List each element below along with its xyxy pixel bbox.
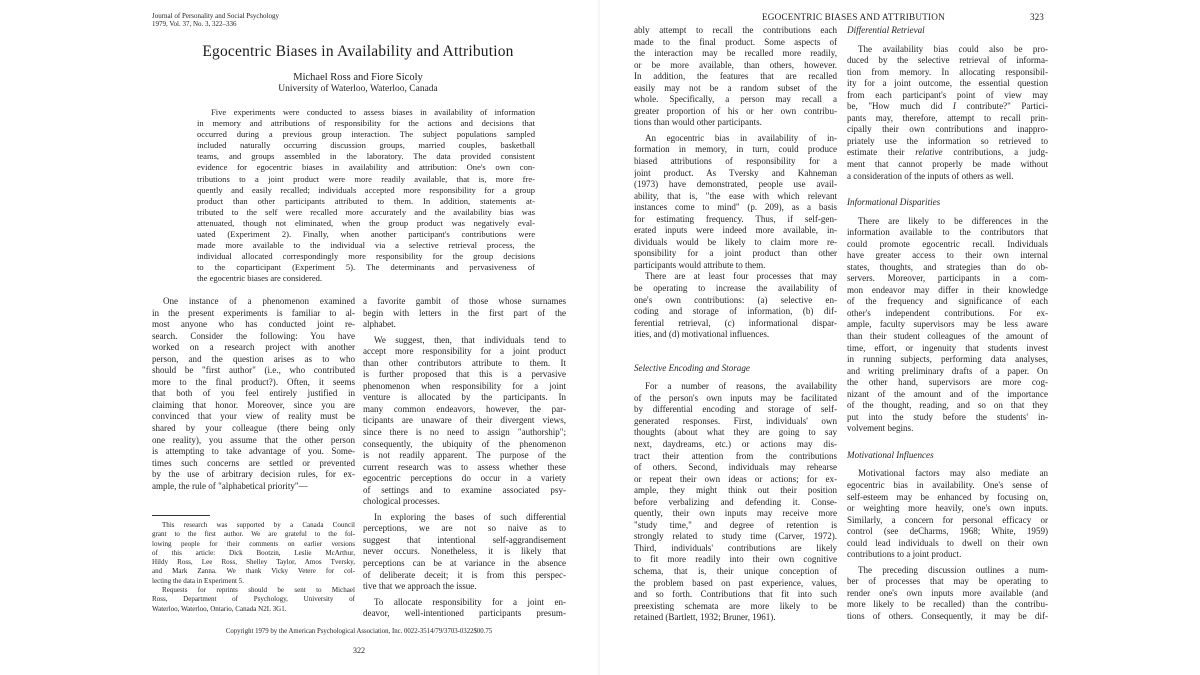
body-line: other's independent contributions. For ex- xyxy=(847,307,1048,318)
body-line: generated responses. First, individuals' own xyxy=(634,415,837,426)
body-line: of the person's own inputs may be facilitated xyxy=(634,392,837,403)
body-line: venture is allocated by the participants. In xyxy=(363,392,566,403)
abstract-line: evidence for egocentric biases in availability and attribution: One's own con- xyxy=(197,162,535,173)
body-line: or be more available, than others, however. xyxy=(634,59,837,70)
body-line: whole. Specifically, a person may recall a xyxy=(634,94,837,105)
body-line: of deliberate deceit; it is from this perspec- xyxy=(363,569,566,580)
body-line: ample, they might think out their position xyxy=(634,485,837,496)
body-line: thoughts (about what they are going to say xyxy=(634,427,837,438)
body-line: ity for a joint outcome, the essential question xyxy=(847,78,1048,89)
body-line: In exploring the bases of such differential xyxy=(374,511,566,522)
body-line: one reality), you assume that the other person xyxy=(152,434,355,445)
body-line: have greater access to their own internal xyxy=(847,250,1048,261)
footnote-line: Waterloo, Waterloo, Ontario, Canada N2L 3G1. xyxy=(152,604,287,613)
footnote-rule xyxy=(152,515,210,516)
abstract-line: the egocentric biases are considered. xyxy=(197,273,323,284)
body-line: Motivational factors may also mediate an xyxy=(858,468,1048,479)
text-run: be, "How much did xyxy=(847,101,953,112)
abstract-line: uated (Experiment 2). Finally, when another participant's contributions were xyxy=(197,229,535,240)
abstract-line: tributed to the self were recalled more accurately and the availability bias was xyxy=(197,206,535,217)
body-line: erated inputs were indeed more available, in- xyxy=(634,225,837,236)
body-line: or weighting more heavily, one's own inputs. xyxy=(847,503,1048,514)
body-line: that both of you feel entirely justified in xyxy=(152,388,355,399)
body-line: person, and the question arises as to who xyxy=(152,353,355,364)
right-column-1 xyxy=(634,25,837,624)
body-line: information available to the contributors that xyxy=(847,227,1048,238)
body-line: from each participant's point of view may xyxy=(847,89,1048,100)
body-line: easily may not be a random subset of the xyxy=(634,82,837,93)
body-line: since there is no need to assign "authorship"; xyxy=(363,427,566,438)
body-line: most anyone who has conducted joint re- xyxy=(152,319,355,330)
body-line: nizant of the amount and of the importance xyxy=(847,388,1048,399)
body-line: joint product. As Tversky and Kahneman xyxy=(634,167,837,178)
body-line: For a number of reasons, the availability xyxy=(645,381,837,392)
body-line: more to the final product?). Often, it seems xyxy=(152,376,355,387)
body-line: contributions to a joint product. xyxy=(847,549,962,560)
section-heading-motivational-influences: Motivational Influences xyxy=(847,449,934,460)
body-line: more likely to be recalled) than the contribu- xyxy=(847,599,1048,610)
body-line: To allocate responsibility for a joint en- xyxy=(374,596,566,607)
body-line: tract their attention from the contributions xyxy=(634,450,837,461)
body-line: of others. Second, individuals may rehearse xyxy=(634,462,837,473)
body-line: (1973) have demonstrated, people use avail- xyxy=(634,179,837,190)
body-line: self-esteem may be enhanced by focusing on, xyxy=(847,491,1048,502)
abstract-line: Five experiments were conducted to assess biases in availability of information xyxy=(211,107,535,117)
body-line: one's own contributions: (a) selective en- xyxy=(634,294,837,305)
body-line: next, daydreams, etc.) or actions may dis- xyxy=(634,439,837,449)
running-head: EGOCENTRIC BIASES AND ATTRIBUTION xyxy=(762,12,945,22)
body-line: phenomenon when responsibility for a joint xyxy=(363,380,566,391)
right-column-2 xyxy=(847,25,1048,623)
abstract-line: tributions to a joint product were more readily available, that is, more fre- xyxy=(197,173,535,184)
section-heading-differential-retrieval: Differential Retrieval xyxy=(847,25,925,35)
page-number-right: 323 xyxy=(1030,12,1044,22)
body-line: ticipants are unaware of their divergent views, xyxy=(363,415,566,426)
footnote-line: Ross, Department of Psychology, University of xyxy=(152,595,355,604)
body-line: the problem based on past experience, values, xyxy=(634,577,837,588)
abstract-line: included naturally occurring discussion groups, married couples, basketball xyxy=(197,140,535,151)
body-line xyxy=(847,101,1048,113)
body-line: ample, faculty supervisors may be less aware xyxy=(847,319,1048,330)
body-line: states, thoughts, and strategies than do ob- xyxy=(847,261,1048,272)
abstract xyxy=(197,107,535,285)
body-line: perceptions can be at variance in the absence xyxy=(363,558,566,569)
body-line: the other hand, supervisors are more cog- xyxy=(847,377,1048,388)
body-line: In addition, the features that are recalled xyxy=(634,71,837,82)
body-line: ferential retrieval, (c) informational dispar- xyxy=(634,317,837,328)
abstract-line: made more available to the individual via a selective retrieval process, the xyxy=(197,240,535,251)
abstract-line: in memory and attributions of responsibility for the actions and decisions that xyxy=(197,118,535,129)
body-line: is not readily apparent. The purpose of the xyxy=(363,450,566,461)
body-line: dividuals would be likely to claim more re- xyxy=(634,236,837,247)
body-line: search. Consider the following: You have xyxy=(152,330,355,341)
body-line: priately use the information so retrieved to xyxy=(847,135,1048,146)
body-line: suggest that intentional self-aggrandisement xyxy=(363,534,566,545)
body-line: than other contributors attribute to them. It xyxy=(363,357,566,368)
body-line: and writing preliminary drafts of a paper. On xyxy=(847,365,1048,376)
article-authors: Michael Ross and Fiore Sicoly xyxy=(293,72,423,83)
body-line: is attempting to take advantage of you. Some- xyxy=(152,446,355,457)
body-line: a consideration of the inputs of others as well. xyxy=(847,170,1014,181)
journal-name: Journal of Personality and Social Psychology xyxy=(152,12,279,20)
abstract-line: quently and easily recalled; individuals accepted more responsibility for a group xyxy=(197,184,535,195)
body-line: coding and storage of information, (b) dif- xyxy=(634,306,837,317)
footnote-line: and Mark Zanna. We thank Vicky Vetere for col- xyxy=(152,567,355,576)
body-line: egocentric perceptions do occur in a variety xyxy=(363,473,566,484)
body-line: begin with letters in the first part of the xyxy=(363,307,566,318)
left-column-1 xyxy=(152,296,355,492)
article-title: Egocentric Biases in Availability and Attribution xyxy=(202,43,514,60)
body-line: the interaction may be recalled more readily, xyxy=(634,48,837,59)
body-line: There are likely to be differences in the xyxy=(858,215,1048,226)
footnote-line: lowing people for their comments on earlier versions xyxy=(152,539,355,548)
body-line: could promote egocentric recall. Individuals xyxy=(847,238,1048,249)
journal-volume: 1979, Vol. 37, No. 3, 322–336 xyxy=(152,20,237,28)
body-line: alphabet. xyxy=(363,319,396,330)
section-heading-selective-encoding: Selective Encoding and Storage xyxy=(634,362,750,373)
body-line: claiming that honor. Moreover, since you are xyxy=(152,399,355,410)
journal-citation xyxy=(152,12,279,28)
text-run: estimate their xyxy=(847,147,916,158)
abstract-line: teams, and groups assembled in the laboratory. The data provided consistent xyxy=(197,151,535,162)
body-line: There are at least four processes that may xyxy=(645,271,837,282)
body-line: ment that cannot properly be made without xyxy=(847,158,1048,169)
body-line: ably attempt to recall the contributions each xyxy=(634,25,837,35)
body-line: is further proposed that this is a pervasive xyxy=(363,369,566,380)
emphasis: I xyxy=(952,101,956,112)
body-line: retained (Bartlett, 1932; Bruner, 1961). xyxy=(634,612,776,623)
body-line: strongly related to study time (Carver, 1972). xyxy=(634,531,837,542)
body-line: never occurs. Nonetheless, it is likely that xyxy=(363,546,566,557)
body-line: by the use of arbitrary decision rules, for ex- xyxy=(152,469,355,480)
body-line: of settings and to examine associated psy- xyxy=(363,484,566,495)
body-line: egocentric bias in availability. One's sense of xyxy=(847,480,1048,490)
body-line: ber of processes that may be operating to xyxy=(847,576,1048,587)
body-line: servers. Moreover, participants in a com- xyxy=(847,273,1048,284)
footnote-line: of this article: Dick Bootzin, Leslie McArthur, xyxy=(152,548,355,557)
body-line: could lead individuals to dwell on their own xyxy=(847,537,1048,548)
body-line: be operating to increase the availability of xyxy=(634,283,837,294)
body-line: ample, the rule of "alphabetical priority"— xyxy=(152,480,308,491)
body-line: duced by the selective retrieval of informa- xyxy=(847,55,1048,66)
body-line: and so forth. Contributions that fit into such xyxy=(634,589,837,600)
body-line: The availability bias could also be pro- xyxy=(858,43,1048,54)
copyright-notice: Copyright 1979 by the American Psychological Association, Inc. 0022-3514/79/3703-0322$00.75 xyxy=(225,628,493,635)
body-line: ities, and (d) motivational influences. xyxy=(634,329,770,340)
body-line: Similarly, a concern for personal efficacy or xyxy=(847,514,1048,525)
body-line: by differential encoding and storage of self- xyxy=(634,404,837,415)
body-line: Third, individuals' contributions are likely xyxy=(634,542,837,553)
body-line: tions than would other participants. xyxy=(634,117,762,128)
body-line: to fit more readily into their own cognitive xyxy=(634,554,837,565)
body-line: schema, that is, their unique conception of xyxy=(634,566,837,577)
footnotes xyxy=(152,521,355,614)
body-line: An egocentric bias in availability of in- xyxy=(645,132,837,143)
body-line: preexisting schemata are more likely to be xyxy=(634,600,837,611)
body-line: render one's own inputs more available (and xyxy=(847,587,1048,598)
body-line: of the frequency and significance of each xyxy=(847,296,1048,307)
body-line: times such concerns are settled or prevented xyxy=(152,457,355,468)
footnote-line: Requests for reprints should be sent to Michael xyxy=(162,586,355,595)
abstract-line: product than other participants attributed to them. In addition, statements at- xyxy=(197,195,535,206)
body-line: convinced that your view of reality must be xyxy=(152,411,355,422)
body-line: of the thought, reading, and so on that they xyxy=(847,400,1048,411)
abstract-line: individual allocated correspondingly more responsibility for the group decisions xyxy=(197,251,535,262)
body-line: should be "first author" (i.e., who contributed xyxy=(152,365,355,376)
section-heading-informational-disparities: Informational Disparities xyxy=(847,197,941,208)
footnote-line: grant to the first author. We are grateful to the fol- xyxy=(152,530,355,539)
body-line: cipally their own contributions and inappro- xyxy=(847,124,1048,135)
body-line: made to the final product. Some aspects of xyxy=(634,36,837,47)
footnote-line: lecting the data in Experiment 5. xyxy=(152,576,244,585)
body-line: formation in memory, in turn, could produce xyxy=(634,144,837,155)
page-number-left: 322 xyxy=(352,646,366,655)
body-line xyxy=(847,147,1048,159)
body-line: time, effort, or ingenuity that students invest xyxy=(847,342,1048,353)
body-line: control (see deCharms, 1968; White, 1959) xyxy=(847,526,1048,537)
body-line: participants would attribute to them. xyxy=(634,259,766,270)
author-affiliation: University of Waterloo, Waterloo, Canada xyxy=(278,84,438,94)
body-line: quently, their own inputs may receive more xyxy=(634,508,837,519)
body-line: pants may, therefore, attempt to recall prin- xyxy=(847,112,1048,123)
footnote-line: This research was supported by a Canada Council xyxy=(162,521,355,529)
emphasis: relative xyxy=(915,147,943,158)
text-run: contributions, a judg- xyxy=(942,147,1048,158)
body-line: in running subjects, performing data analyses, xyxy=(847,354,1048,365)
body-line: in the present experiments is familiar to al- xyxy=(152,307,355,318)
text-run: contribute?" Partici- xyxy=(955,101,1048,112)
abstract-line: to the coparticipant (Experiment 5). The determinants and pervasiveness of xyxy=(197,262,535,273)
body-line: chological processes. xyxy=(363,496,440,507)
body-line: shared by your colleague (there being only xyxy=(152,423,355,434)
abstract-line: attenuated, though not eliminated, when the group product was negatively eval- xyxy=(197,217,535,228)
body-line: The preceding discussion outlines a num- xyxy=(858,564,1048,575)
body-line: One instance of a phenomenon examined xyxy=(163,296,355,306)
body-line: tion from memory. In allocating responsibil- xyxy=(847,66,1048,77)
body-line: consequently, the ubiquity of the phenomenon xyxy=(363,438,566,449)
body-line: tions of others. Consequently, it may be dif- xyxy=(847,611,1048,622)
body-line: We suggest, then, that individuals tend to xyxy=(374,334,566,345)
footnote-line: Hildy Ross, Lee Ross, Shelley Taylor, Amos Tversky, xyxy=(152,558,355,567)
left-column-2 xyxy=(363,296,566,620)
body-line: mon endeavor may differ in their knowledge xyxy=(847,284,1048,295)
body-line: volvement begins. xyxy=(847,423,914,434)
body-line: worked on a research project with another xyxy=(152,342,355,353)
body-line: many common endeavors, however, the par- xyxy=(363,403,566,414)
body-line: ability, that is, "the ease with which relevant xyxy=(634,190,837,201)
body-line: a favorite gambit of those whose surnames xyxy=(363,296,566,306)
body-line: than their student colleagues of the amount of xyxy=(847,331,1048,342)
body-line: greater proportion of his or her own contribu- xyxy=(634,105,837,116)
body-line: accept more responsibility for a joint product xyxy=(363,346,566,357)
abstract-line: occurred during a previous group interaction. The subject populations sampled xyxy=(197,129,535,140)
body-line: instances come to mind" (p. 209), as a basis xyxy=(634,202,837,213)
body-line: sponsibility for a joint product than other xyxy=(634,248,837,259)
body-line: biased attributions of responsibility for a xyxy=(634,156,837,167)
body-line: tive that we approach the issue. xyxy=(363,581,477,592)
body-line: or repeat their own ideas or actions; for ex- xyxy=(634,473,837,484)
body-line: "study time," and degree of retention is xyxy=(634,519,837,530)
body-line: before verbalizing and defending it. Conse- xyxy=(634,496,837,507)
body-line: current research was to assess whether these xyxy=(363,461,566,472)
body-line: perceptions, we are not so naive as to xyxy=(363,523,566,534)
body-line: put into the study before the students' in- xyxy=(847,411,1048,422)
body-line: deavor, well-intentioned participants presum- xyxy=(363,608,566,619)
body-line: for estimating frequency. Thus, if self-gen- xyxy=(634,213,837,224)
